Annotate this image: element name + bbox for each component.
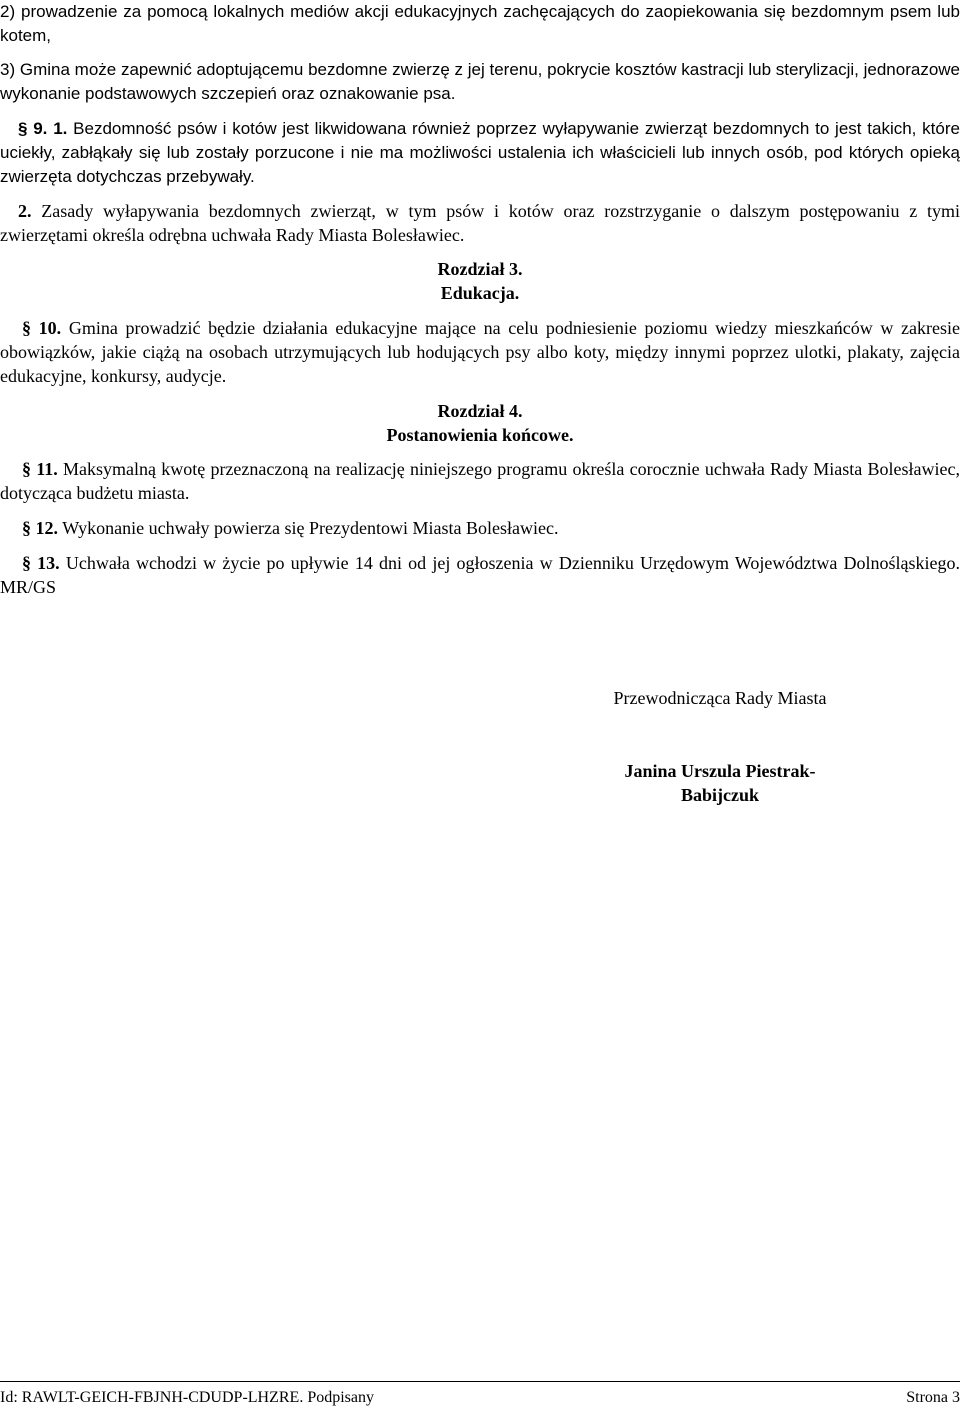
footer-divider (0, 1381, 960, 1382)
paragraph-text: Wykonanie uchwały powierza się Prezydentowi Miasta Bolesławiec. (62, 518, 559, 538)
paragraph-12 (0, 516, 960, 540)
signature-name-line1: Janina Urszula Piestrak- (624, 761, 816, 781)
list-text: Gmina może zapewnić adoptującemu bezdomne zwierzę z jej terenu, pokrycie kosztów kastracji lub sterylizacji, jednorazowe wykonanie podstawowych szczepień oraz oznakowanie psa. (0, 60, 960, 103)
chapter-3-subtitle: Edukacja. (440, 283, 520, 303)
chapter-4-title: Rozdział 4. (437, 401, 523, 421)
paragraph-text: Bezdomność psów i kotów jest likwidowana również poprzez wyłapywanie zwierząt bezdomnych to jest takich, które uciekły, zabłąkały się lub zostały porzucone i nie ma możliwości ustalenia ich właścicieli lub innych osób, pod których opieką zwierzęta dotychczas przebywały. (0, 119, 960, 186)
paragraph-9-2 (0, 199, 960, 247)
paragraph-11 (0, 457, 960, 505)
paragraph-number: § 12. (22, 518, 58, 538)
subparagraph-number: 1. (53, 119, 68, 138)
list-number: 2) (0, 2, 16, 21)
subparagraph-number: 2. (18, 201, 32, 221)
list-text: prowadzenie za pomocą lokalnych mediów akcji edukacyjnych zachęcających do zaopiekowania się bezdomnym psem lub kotem, (0, 2, 960, 45)
paragraph-10 (0, 316, 960, 388)
chapter-4-subtitle: Postanowienia końcowe. (386, 425, 574, 445)
page-number: Strona 3 (906, 1389, 960, 1406)
paragraph-number: § 9. (18, 119, 48, 138)
signature-role: Przewodnicząca Rady Miasta (613, 688, 827, 708)
paragraph-text: Maksymalną kwotę przeznaczoną na realizację niniejszego programu określa corocznie uchwała Rady Miasta Bolesławiec, dotycząca budżetu miasta. (0, 459, 960, 503)
document-id: Id: RAWLT-GEICH-FBJNH-CDUDP-LHZRE. Podpisany (0, 1389, 374, 1406)
paragraph-13 (0, 551, 960, 599)
chapter-3-title: Rozdział 3. (437, 259, 523, 279)
list-number: 3) (0, 60, 16, 79)
paragraph-text: Uchwała wchodzi w życie po upływie 14 dni od jej ogłoszenia w Dzienniku Urzędowym Województwa Dolnośląskiego. MR/GS (0, 553, 960, 597)
paragraph-text: Gmina prowadzić będzie działania edukacyjne mające na celu podniesienie poziomu wiedzy mieszkańców w zakresie obowiązków, jakie ciążą na osobach utrzymujących lub hodujących psy albo koty, między innymi poprzez ulotki, plakaty, zajęcia edukacyjne, konkursy, audycje. (0, 318, 960, 386)
list-item-3 (0, 58, 960, 106)
paragraph-text: Zasady wyłapywania bezdomnych zwierząt, w tym psów i kotów oraz rozstrzyganie o dalszym postępowaniu z tymi zwierzętami określa odrębna uchwała Rady Miasta Bolesławiec. (0, 201, 960, 245)
paragraph-9-1 (0, 117, 960, 189)
paragraph-number: § 13. (22, 553, 60, 573)
paragraph-number: § 10. (22, 318, 62, 338)
paragraph-number: § 11. (22, 459, 58, 479)
signature-name-line2: Babijczuk (680, 785, 759, 805)
list-item-2 (0, 0, 960, 48)
